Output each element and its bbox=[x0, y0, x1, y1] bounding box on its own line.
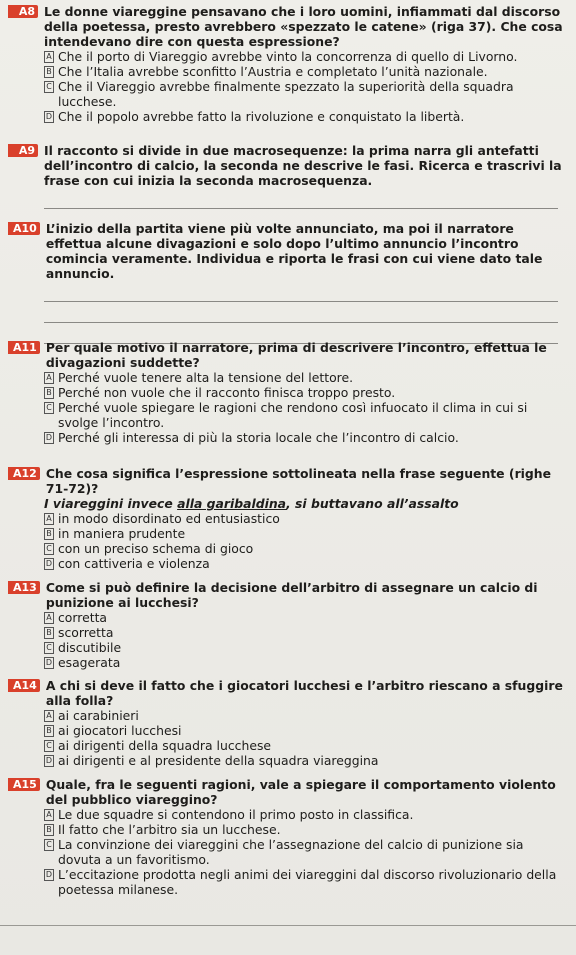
underlined-expression: alla garibaldina bbox=[177, 496, 287, 511]
question-number-badge: A11 bbox=[8, 341, 40, 354]
question-prompt: Che cosa significa l’espressione sottolineata nella frase seguente (righe 71-72)? bbox=[45, 466, 552, 496]
option-d[interactable] bbox=[44, 109, 568, 124]
question-number-badge: A10 bbox=[8, 222, 40, 235]
question-number-badge: A13 bbox=[8, 581, 40, 594]
option-b[interactable] bbox=[44, 723, 568, 738]
option-a[interactable] bbox=[44, 807, 568, 822]
question-prompt: Le donne viareggine pensavano che i loro uomini, infiammati dal discorso della poetessa, presto avrebbero «spezzato le catene» (riga 37). Che cosa intendevano dire con questa espressione? bbox=[44, 4, 563, 49]
option-letter-box: A bbox=[44, 710, 54, 722]
option-a[interactable] bbox=[44, 708, 568, 723]
question-number-badge: A12 bbox=[8, 467, 40, 480]
option-c[interactable] bbox=[44, 79, 568, 109]
option-text: corretta bbox=[58, 610, 108, 625]
option-text: discutibile bbox=[58, 640, 122, 655]
option-d[interactable] bbox=[44, 556, 568, 571]
option-letter-box: D bbox=[45, 870, 53, 879]
option-letter-box: A bbox=[44, 612, 54, 624]
option-letter-box: C bbox=[44, 839, 54, 851]
question-prompt: A chi si deve il fatto che i giocatori lucchesi e l’arbitro riescano a sfuggire alla folla? bbox=[45, 678, 563, 708]
option-text: scorretta bbox=[58, 625, 114, 640]
option-letter-box: A bbox=[44, 51, 54, 63]
option-letter-box: D bbox=[45, 433, 53, 442]
question-number-badge: A14 bbox=[8, 679, 40, 692]
option-text: Che il Viareggio avrebbe finalmente spezzato la superiorità della squadra lucchese. bbox=[58, 79, 514, 109]
option-text: ai dirigenti della squadra lucchese bbox=[58, 738, 272, 753]
quote-text: I viareggini invece bbox=[44, 496, 178, 511]
option-text: Perché vuole spiegare le ragioni che rendono così infuocato il clima in cui si svolge l’incontro. bbox=[58, 400, 528, 430]
option-text: Le due squadre si contendono il primo posto in classifica. bbox=[58, 807, 414, 822]
option-c[interactable] bbox=[44, 837, 568, 867]
question-prompt: Come si può definire la decisione dell’arbitro di assegnare un calcio di punizione ai lucchesi? bbox=[45, 580, 538, 610]
option-letter-box: A bbox=[44, 513, 54, 525]
option-c[interactable] bbox=[44, 400, 568, 430]
option-letter-box: B bbox=[44, 725, 54, 737]
option-b[interactable] bbox=[44, 526, 568, 541]
answer-line[interactable] bbox=[44, 188, 558, 209]
option-b[interactable] bbox=[44, 64, 568, 79]
option-text: Perché gli interessa di più la storia locale che l’incontro di calcio. bbox=[58, 430, 459, 445]
option-text: in modo disordinato ed entusiastico bbox=[58, 511, 280, 526]
option-text: ai dirigenti e al presidente della squadra viareggina bbox=[58, 753, 379, 768]
option-letter-box: C bbox=[44, 740, 54, 752]
question-prompt: Per quale motivo il narratore, prima di descrivere l’incontro, effettua le divagazioni suddette? bbox=[45, 340, 547, 370]
question-number-badge: A8 bbox=[8, 5, 38, 18]
option-c[interactable] bbox=[44, 738, 568, 753]
question-a8 bbox=[8, 4, 568, 124]
option-a[interactable] bbox=[44, 370, 568, 385]
option-letter-box: C bbox=[44, 402, 54, 414]
question-number-badge: A15 bbox=[8, 778, 40, 791]
option-a[interactable] bbox=[44, 511, 568, 526]
question-a11 bbox=[8, 340, 568, 445]
question-prompt: L’inizio della partita viene più volte annunciato, ma poi il narratore effettua alcune divagazioni e solo dopo l’ultimo annuncio l’incontro comincia veramente. Individua e riporta le frasi con cui viene dato tale annuncio. bbox=[45, 221, 543, 281]
option-letter-box: B bbox=[44, 627, 54, 639]
question-a12 bbox=[8, 466, 568, 571]
option-letter-box: A bbox=[44, 809, 54, 821]
quote-text: , si buttavano all’assalto bbox=[286, 496, 459, 511]
option-letter-box: B bbox=[44, 66, 54, 78]
option-c[interactable] bbox=[44, 541, 568, 556]
question-number-badge: A9 bbox=[8, 144, 38, 157]
option-letter-box: D bbox=[45, 756, 53, 765]
option-letter-box: D bbox=[45, 559, 53, 568]
option-text: Perché vuole tenere alta la tensione del lettore. bbox=[58, 370, 354, 385]
option-text: Che il porto di Viareggio avrebbe vinto la concorrenza di quello di Livorno. bbox=[58, 49, 518, 64]
option-text: ai giocatori lucchesi bbox=[58, 723, 182, 738]
option-text: ai carabinieri bbox=[58, 708, 139, 723]
bottom-divider bbox=[0, 925, 576, 926]
question-a15 bbox=[8, 777, 568, 897]
option-b[interactable] bbox=[44, 385, 568, 400]
option-text: esagerata bbox=[58, 655, 121, 670]
answer-line[interactable] bbox=[44, 281, 558, 302]
option-d[interactable] bbox=[44, 753, 568, 768]
option-text: con un preciso schema di gioco bbox=[58, 541, 254, 556]
option-b[interactable] bbox=[44, 822, 568, 837]
option-d[interactable] bbox=[44, 655, 568, 670]
option-letter-box: B bbox=[44, 387, 54, 399]
quoted-sentence bbox=[44, 496, 568, 511]
option-letter-box: A bbox=[44, 372, 54, 384]
option-text: Che il popolo avrebbe fatto la rivoluzione e conquistato la libertà. bbox=[58, 109, 465, 124]
option-text: L’eccitazione prodotta negli animi dei viareggini dal discorso rivoluzionario della poetessa milanese. bbox=[58, 867, 557, 897]
question-a9 bbox=[8, 143, 568, 209]
option-text: in maniera prudente bbox=[58, 526, 186, 541]
question-a14 bbox=[8, 678, 568, 768]
option-letter-box: C bbox=[44, 642, 54, 654]
option-letter-box: C bbox=[44, 81, 54, 93]
question-a13 bbox=[8, 580, 568, 670]
option-text: Che l’Italia avrebbe sconfitto l’Austria e completato l’unità nazionale. bbox=[58, 64, 488, 79]
option-letter-box: D bbox=[45, 112, 53, 121]
option-text: Perché non vuole che il racconto finisca troppo presto. bbox=[58, 385, 396, 400]
option-text: con cattiveria e violenza bbox=[58, 556, 210, 571]
option-letter-box: B bbox=[44, 528, 54, 540]
option-letter-box: D bbox=[45, 658, 53, 667]
question-a10 bbox=[8, 221, 568, 344]
option-a[interactable] bbox=[44, 610, 568, 625]
option-d[interactable] bbox=[44, 430, 568, 445]
option-b[interactable] bbox=[44, 625, 568, 640]
question-prompt: Quale, fra le seguenti ragioni, vale a spiegare il comportamento violento del pubblico viareggino? bbox=[45, 777, 556, 807]
option-c[interactable] bbox=[44, 640, 568, 655]
option-a[interactable] bbox=[44, 49, 568, 64]
option-text: Il fatto che l’arbitro sia un lucchese. bbox=[58, 822, 281, 837]
option-letter-box: C bbox=[44, 543, 54, 555]
option-text: La convinzione dei viareggini che l’assegnazione del calcio di punizione sia dovuta a un favoritismo. bbox=[58, 837, 524, 867]
question-prompt: Il racconto si divide in due macrosequenze: la prima narra gli antefatti dell’incontro di calcio, la seconda ne descrive le fasi. Ricerca e trascrivi la frase con cui inizia la seconda macrosequenza. bbox=[44, 143, 562, 188]
option-d[interactable] bbox=[44, 867, 568, 897]
option-letter-box: B bbox=[44, 824, 54, 836]
answer-line[interactable] bbox=[44, 302, 558, 323]
